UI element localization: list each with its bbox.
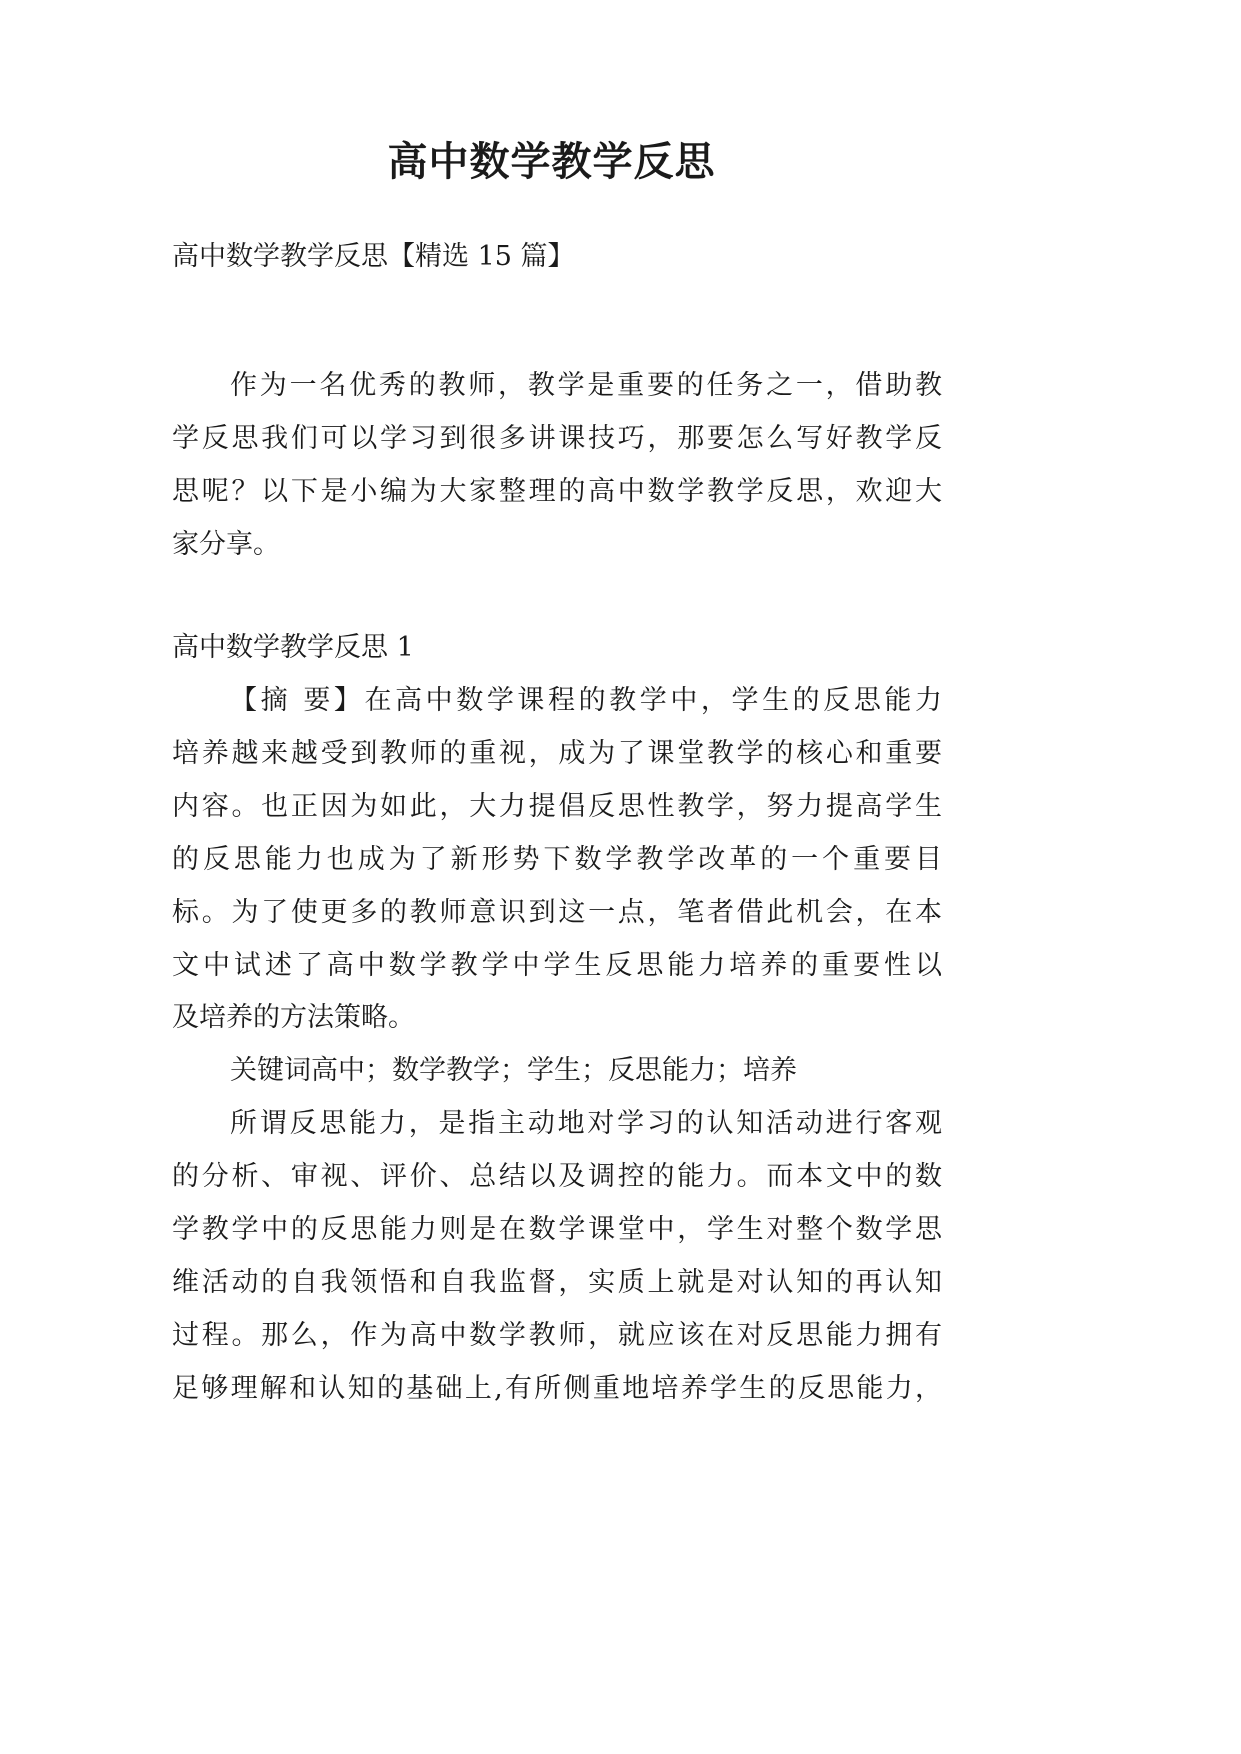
body-line: 所谓反思能力，是指主动地对学习的认知活动进行客观	[230, 1108, 942, 1139]
abstract-line: 及培养的方法策略。	[172, 1002, 415, 1033]
abstract-line: 标。为了使更多的教师意识到这一点，笔者借此机会，在本	[172, 897, 942, 928]
body-line: 维活动的自我领悟和自我监督，实质上就是对认知的再认知	[172, 1267, 942, 1298]
intro-line: 学反思我们可以学习到很多讲课技巧，那要怎么写好教学反	[172, 423, 942, 454]
keywords-line: 关键词高中；数学教学；学生；反思能力；培养	[230, 1055, 797, 1086]
subtitle: 高中数学教学反思【精选 15 篇】	[172, 241, 575, 272]
section-heading: 高中数学教学反思 1	[172, 632, 414, 663]
intro-line: 思呢？以下是小编为大家整理的高中数学教学反思，欢迎大	[172, 476, 942, 507]
abstract-line: 的反思能力也成为了新形势下数学教学改革的一个重要目	[172, 844, 942, 875]
body-line: 足够理解和认知的基础上,有所侧重地培养学生的反思能力，	[172, 1373, 942, 1404]
abstract-line: 文中试述了高中数学教学中学生反思能力培养的重要性以	[172, 950, 942, 981]
abstract-line: 【摘 要】在高中数学课程的教学中，学生的反思能力	[230, 685, 942, 716]
body-line: 过程。那么，作为高中数学教师，就应该在对反思能力拥有	[172, 1320, 942, 1351]
abstract-line: 培养越来越受到教师的重视，成为了课堂教学的核心和重要	[172, 738, 942, 769]
body-line: 的分析、审视、评价、总结以及调控的能力。而本文中的数	[172, 1161, 942, 1192]
body-line: 学教学中的反思能力则是在数学课堂中，学生对整个数学思	[172, 1214, 942, 1245]
intro-line: 作为一名优秀的教师，教学是重要的任务之一，借助教	[230, 370, 942, 401]
intro-line: 家分享。	[172, 529, 280, 560]
abstract-line: 内容。也正因为如此，大力提倡反思性教学，努力提高学生	[172, 791, 942, 822]
page-title: 高中数学教学反思	[387, 139, 716, 185]
